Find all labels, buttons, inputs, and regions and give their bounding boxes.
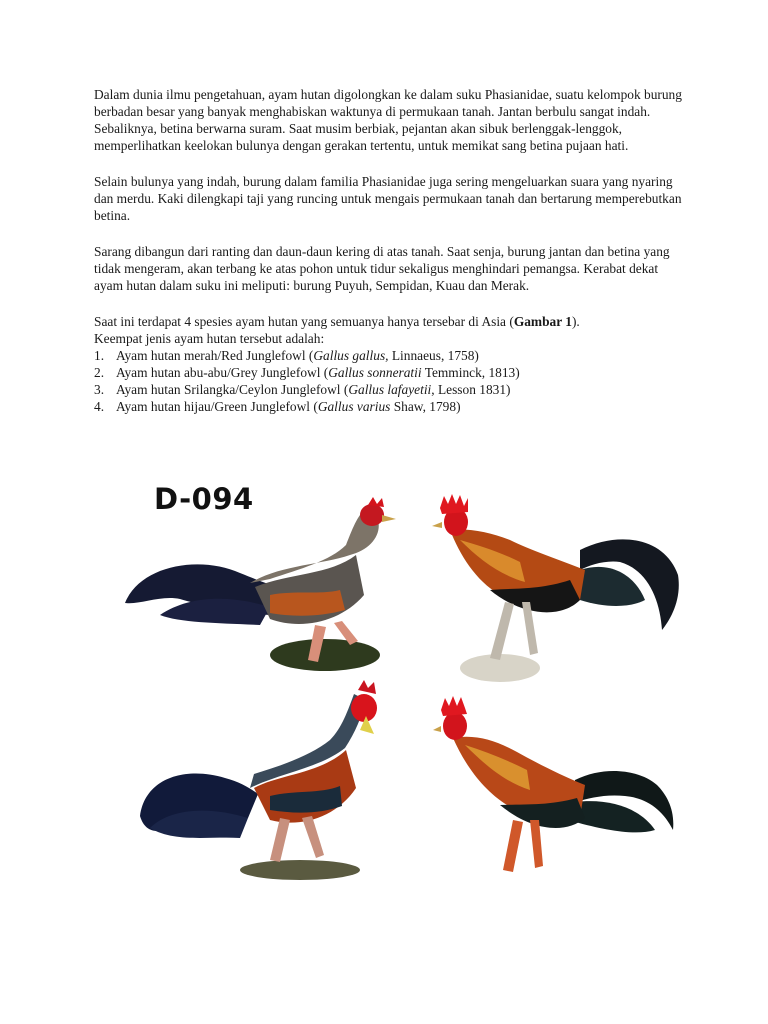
species-latin: Gallus gallus,: [313, 348, 389, 363]
paragraph-3: Sarang dibangun dari ranting dan daun-daun kering di atas tanah. Saat senja, burung jantan dan betina yang tidak mengeram, akan terbang ke atas pohon untuk tidur sekaligus menghindari pemangsa. Kerabat dekat ayam hutan dalam suku ini meliputi: burung Puyuh, Sempidan, Kuau dan Merak.: [94, 244, 670, 293]
species-author: Shaw, 1798): [390, 399, 461, 414]
rooster-image-grey: [120, 495, 400, 680]
species-latin: Gallus lafayetii: [348, 382, 432, 397]
species-item: [94, 347, 684, 364]
species-item: [94, 381, 684, 398]
species-list: [94, 347, 684, 415]
intro-close: ).: [571, 314, 580, 329]
rooster-image-red: [430, 490, 685, 690]
species-name: Ayam hutan hijau/Green Junglefowl (: [116, 399, 318, 414]
species-name: Ayam hutan Srilangka/Ceylon Junglefowl (: [116, 382, 349, 397]
list-number: 3.: [94, 382, 105, 397]
rooster-image-ceylon: [130, 678, 390, 888]
list-number: 2.: [94, 365, 105, 380]
intro-text: Saat ini terdapat 4 spesies ayam hutan yang semuanya hanya tersebar di Asia (: [94, 314, 514, 329]
species-item: [94, 398, 684, 415]
figure-reference: Gambar 1: [513, 314, 572, 329]
paragraph-1: Dalam dunia ilmu pengetahuan, ayam hutan digolongkan ke dalam suku Phasianidae, suatu kelompok burung berbadan besar yang banyak menghabiskan waktunya di permukaan tanah. Jantan berbulu sangat indah. Sebaliknya, betina berwarna suram. Saat musim berbiak, pejantan akan sibuk berlenggak-lenggok, memperlihatkan keelokan bulunya dengan gerakan tertentu, untuk memikat sang betina pujaan hati.: [94, 87, 682, 153]
list-number: 1.: [94, 348, 105, 363]
species-author: Linnaeus, 1758): [388, 348, 479, 363]
list-number: 4.: [94, 399, 105, 414]
species-author: Temminck, 1813): [421, 365, 520, 380]
article-text: [94, 86, 684, 415]
species-item: [94, 364, 684, 381]
species-intro: [94, 313, 684, 347]
species-latin: Gallus varius: [317, 399, 391, 414]
paragraph-2: Selain bulunya yang indah, burung dalam familia Phasianidae juga sering mengeluarkan suara yang nyaring dan merdu. Kaki dilengkapi taji yang runcing untuk mengais permukaan tanah dan bertarung memperebutkan betina.: [94, 174, 682, 223]
species-name: Ayam hutan merah/Red Junglefowl (: [116, 348, 314, 363]
species-latin: Gallus sonneratii: [328, 365, 422, 380]
rooster-image-green: [435, 690, 680, 890]
intro-line2: Keempat jenis ayam hutan tersebut adalah:: [94, 331, 325, 346]
figure-label: D-094: [154, 482, 254, 516]
species-name: Ayam hutan abu-abu/Grey Junglefowl (: [116, 365, 329, 380]
species-author: , Lesson 1831): [431, 382, 511, 397]
